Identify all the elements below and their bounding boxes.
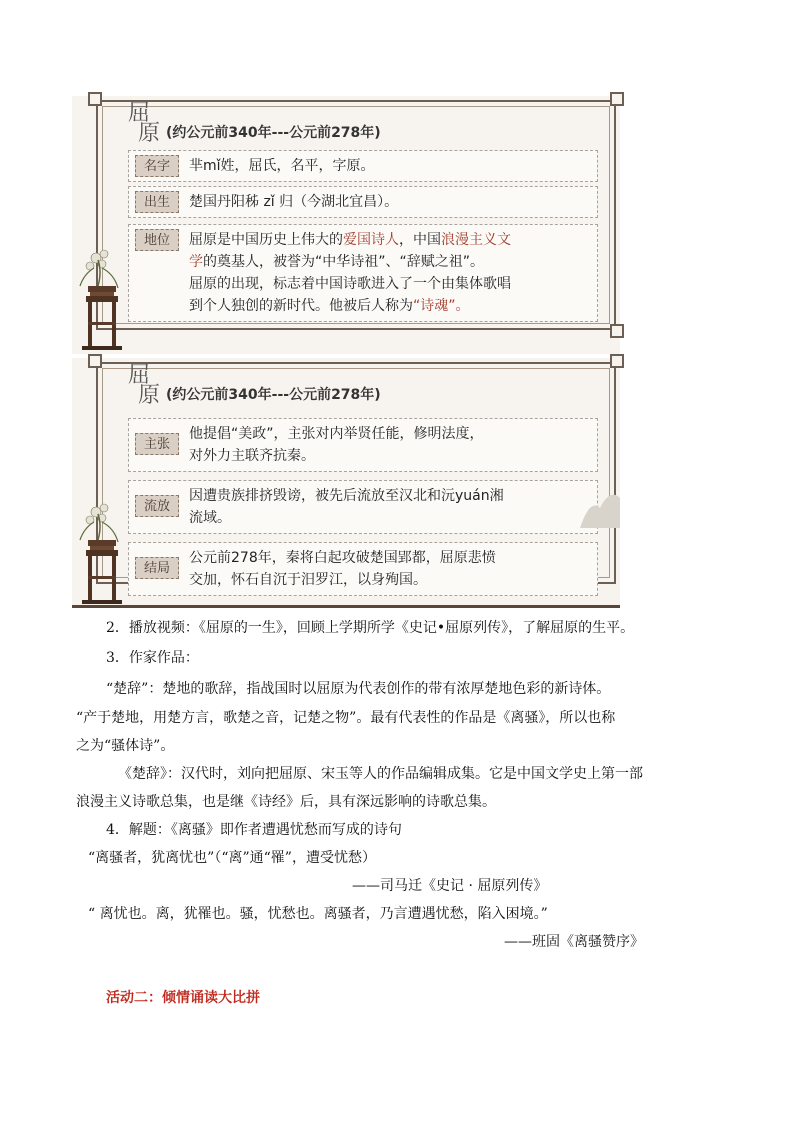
paragraph-chuci-collection: 《楚辞》：汉代时，刘向把屈原、宋玉等人的作品编辑成集。它是中国文学史上第一部 — [118, 766, 643, 782]
frame-corner — [88, 354, 102, 368]
row-text-block — [189, 423, 484, 467]
title-char: 屈 — [128, 363, 151, 388]
quote-source-ban-gu: ——班固《离骚赞序》 — [504, 934, 644, 950]
frame-corner — [610, 354, 624, 368]
frame-corner — [610, 324, 624, 338]
row-text-block — [189, 547, 496, 591]
highlight-text: “诗魂”。 — [413, 298, 470, 314]
quote-sima-qian: “离骚者，犹离忧也”（“离”通“罹”，遭受忧愁） — [88, 850, 376, 866]
text-line: 因遭贵族排挤毁谤，被先后流放至汉北和沅yuán湘 — [189, 488, 504, 504]
info-row-name — [128, 150, 598, 182]
row-text-block — [189, 229, 511, 317]
row-text: 楚国丹阳秭 zǐ 归（今湖北宜昌）。 — [189, 194, 399, 210]
title-char: 屈 — [128, 101, 151, 126]
text-line — [189, 295, 511, 317]
info-row-ending — [128, 542, 598, 596]
highlight-text: 学 — [189, 254, 203, 270]
slide-title — [128, 101, 381, 146]
row-tag: 主张 — [135, 433, 179, 455]
info-row-policy — [128, 418, 598, 472]
paragraph-saoti: 之为“骚体诗”。 — [76, 738, 175, 754]
paragraph-title-explain: 4．解题：《离骚》即作者遭遇忧愁而写成的诗句 — [106, 822, 402, 838]
paragraph-works-heading: 3．作家作品： — [106, 650, 199, 666]
slide-title — [128, 363, 381, 408]
row-tag: 地位 — [135, 229, 179, 251]
frame-corner — [610, 92, 624, 106]
title-dates: (约公元前340年---公元前278年) — [166, 125, 381, 141]
highlight-text: 浪漫主义文 — [441, 232, 511, 248]
quote-ban-gu: “ 离忧也。离，犹罹也。骚，忧愁也。离骚者，乃言遭遇忧愁，陷入困境。” — [88, 906, 548, 922]
quote-source-sima-qian: ——司马迁《史记 · 屈原列传》 — [352, 878, 548, 894]
row-text-block — [189, 485, 504, 529]
activity-two-heading: 活动二：倾情诵读大比拼 — [106, 990, 260, 1006]
title-char: 原 — [138, 121, 161, 146]
paragraph-chuci-def: “楚辞”：楚地的歌辞，指战国时以屈原为代表创作的带有浓厚楚地色彩的新诗体。 — [106, 681, 611, 697]
info-row-exile — [128, 480, 598, 534]
text-line: 流域。 — [189, 510, 231, 526]
slide-image-qu-yuan-profile — [72, 96, 620, 354]
text-line: 屈原的出现，标志着中国诗歌进入了一个由集体歌唱 — [189, 276, 511, 292]
text-span: 屈原是中国历史上伟大的 — [189, 232, 343, 248]
row-text: 芈mǐ姓，屈氏，名平，字原。 — [189, 158, 375, 174]
info-row-status — [128, 224, 598, 322]
info-row-birth — [128, 186, 598, 218]
frame-corner — [88, 92, 102, 106]
ink-mountain-decoration — [580, 468, 620, 528]
chair-plant-illustration — [74, 246, 130, 351]
row-tag: 结局 — [135, 557, 179, 579]
slide-bottom-border — [72, 605, 620, 608]
text-line: 公元前278年，秦将白起攻破楚国郢都，屈原悲愤 — [189, 550, 496, 566]
chair-plant-illustration — [74, 500, 130, 605]
highlight-text: 爱国诗人 — [343, 232, 399, 248]
text-line: 他提倡“美政”，主张对内举贤任能，修明法度， — [189, 426, 484, 442]
paragraph-chuci-collection-cont: 浪漫主义诗歌总集，也是继《诗经》后，具有深远影响的诗歌总集。 — [76, 794, 496, 810]
text-span: 到个人独创的新时代。他被后人称为 — [189, 298, 413, 314]
paragraph-chuci-quote: “产于楚地，用楚方言，歌楚之音，记楚之物”。最有代表性的作品是《离骚》，所以也称 — [76, 710, 616, 726]
text-line — [189, 251, 511, 273]
title-dates: (约公元前340年---公元前278年) — [166, 387, 381, 403]
row-tag: 流放 — [135, 495, 179, 517]
paragraph-video: 2．播放视频：《屈原的一生》，回顾上学期所学《史记•屈原列传》，了解屈原的生平。 — [106, 620, 635, 636]
text-span: ，中国 — [399, 232, 441, 248]
text-line — [189, 229, 511, 251]
text-span: 的奠基人，被誉为“中华诗祖”、“辞赋之祖”。 — [203, 254, 485, 270]
row-tag: 名字 — [135, 155, 179, 177]
title-char: 原 — [138, 383, 161, 408]
slide-image-qu-yuan-politics — [72, 358, 620, 608]
text-line: 对外力主联齐抗秦。 — [189, 448, 315, 464]
text-line: 交加，怀石自沉于汨罗江，以身殉国。 — [189, 572, 427, 588]
row-tag: 出生 — [135, 191, 179, 213]
